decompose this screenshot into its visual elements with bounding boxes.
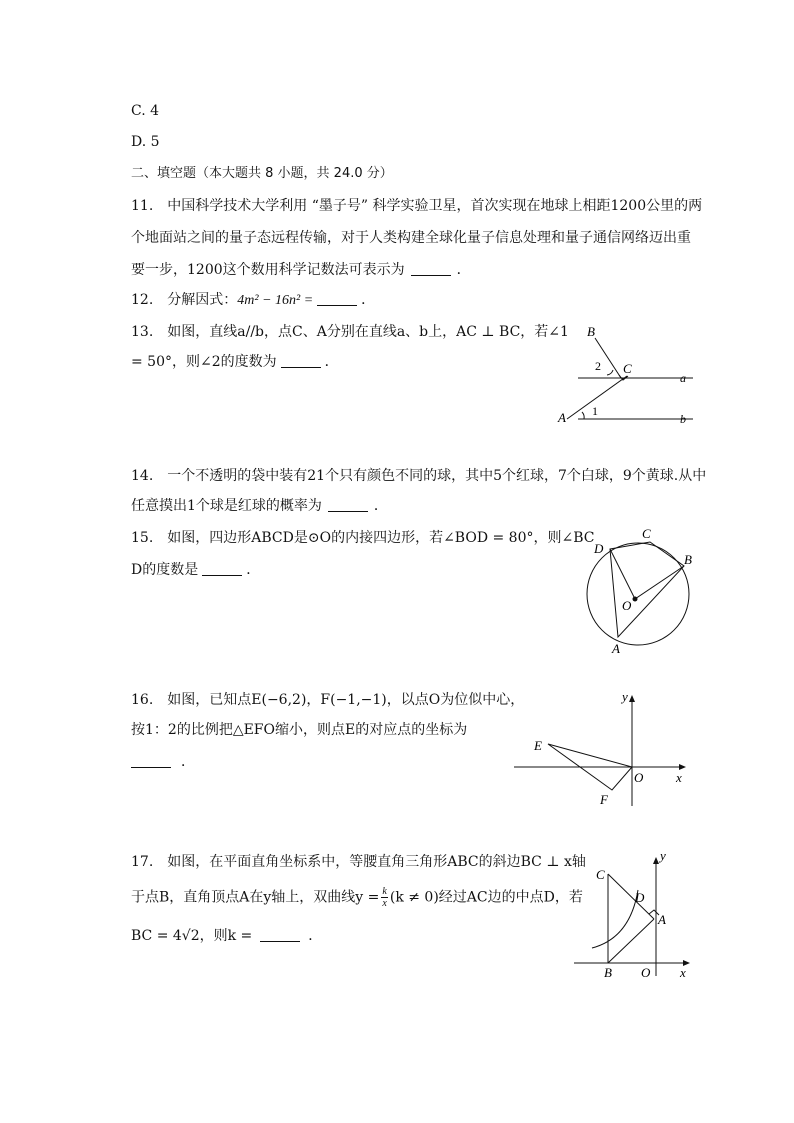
q17-line3 bbox=[131, 926, 322, 946]
q17-line2-post: (k ≠ 0)经过AC边的中点D，若 bbox=[389, 889, 583, 906]
label-O: O bbox=[622, 598, 632, 613]
answer-blank[interactable] bbox=[131, 753, 171, 768]
q14-line2-post: ． bbox=[373, 498, 388, 514]
label-C: C bbox=[623, 361, 632, 376]
q17-line3-pre: BC = 4√2，则k = bbox=[131, 928, 253, 944]
label-D: D bbox=[635, 890, 645, 905]
q12-line bbox=[131, 290, 375, 311]
q14-line2-pre: 任意摸出1个球是红球的概率为 bbox=[131, 498, 322, 514]
q13-line2-post: ． bbox=[324, 354, 339, 370]
q16-line1: 16. 如图，已知点E(−6,2)，F(−1,−1)，以点O为位似中心， bbox=[131, 692, 525, 708]
q17-figure bbox=[570, 850, 695, 982]
angle-1-arc bbox=[582, 412, 584, 419]
label-A: A bbox=[558, 410, 566, 425]
label-F: F bbox=[600, 792, 608, 807]
y-axis-arrow bbox=[653, 857, 659, 864]
option-c: C. 4 bbox=[131, 103, 160, 119]
q16-figure bbox=[512, 686, 692, 810]
q15-line2-post: ． bbox=[246, 562, 261, 578]
segment-ca bbox=[608, 874, 654, 919]
q12-post: ． bbox=[361, 292, 376, 308]
q12-pre: 12. 分解因式： bbox=[131, 292, 238, 308]
answer-blank[interactable] bbox=[411, 261, 451, 276]
q13-figure bbox=[555, 318, 705, 430]
label-E: E bbox=[534, 738, 542, 753]
angle-2-arc bbox=[607, 370, 613, 375]
q12-expr: 4m² − 16n² = bbox=[237, 293, 314, 308]
label-B: B bbox=[684, 552, 692, 567]
q15-line1: 15. 如图，四边形ABCD是⊙O的内接四边形，若∠BOD = 80°，则∠BC bbox=[131, 530, 595, 546]
q13-line2 bbox=[131, 352, 339, 372]
label-O: O bbox=[641, 965, 651, 980]
label-b: b bbox=[680, 412, 686, 426]
q15-figure bbox=[578, 522, 708, 662]
answer-blank[interactable] bbox=[328, 497, 368, 512]
q15-line2-pre: D的度数是 bbox=[131, 562, 199, 578]
q16-line3 bbox=[131, 752, 195, 772]
center-o-dot bbox=[633, 597, 638, 602]
q14-line1: 14. 一个不透明的袋中装有21个只有颜色不同的球，其中5个红球，7个白球，9个黄球.从中 bbox=[131, 468, 707, 484]
q11-line3-post: ． bbox=[456, 262, 471, 278]
answer-blank[interactable] bbox=[317, 291, 357, 306]
q13-line1: 13. 如图，直线a//b，点C、A分别在直线a、b上，AC ⊥ BC，若∠1 bbox=[131, 324, 569, 340]
segment-ab bbox=[608, 919, 654, 963]
q17-line2 bbox=[131, 886, 583, 909]
option-d: D. 5 bbox=[131, 134, 160, 150]
label-C: C bbox=[642, 526, 651, 541]
q11-line1: 11. 中国科学技术大学利用 “墨子号” 科学实验卫星，首次实现在地球上相距1200公里的两 bbox=[131, 198, 703, 214]
hyperbola-curve bbox=[592, 890, 638, 948]
q16-line3-post: ． bbox=[181, 754, 195, 770]
label-O: O bbox=[634, 770, 644, 785]
label-y: y bbox=[660, 850, 666, 863]
q17-line1: 17. 如图，在平面直角坐标系中，等腰直角三角形ABC的斜边BC ⊥ x轴 bbox=[131, 854, 586, 870]
label-B: B bbox=[604, 965, 612, 980]
fraction-numerator: k bbox=[382, 886, 387, 897]
answer-blank[interactable] bbox=[202, 561, 242, 576]
segment-ob bbox=[635, 566, 684, 599]
q11-line2: 个地面站之间的量子态远程传输，对于人类构建全球化量子信息处理和量子通信网络迈出重 bbox=[131, 230, 691, 246]
label-B: B bbox=[587, 324, 595, 339]
y-axis-arrow bbox=[629, 695, 635, 702]
q17-line2-pre: 于点B，直角顶点A在y轴上，双曲线y = bbox=[131, 889, 380, 906]
label-2: 2 bbox=[595, 359, 601, 373]
fraction-denominator: x bbox=[382, 898, 387, 909]
label-x: x bbox=[680, 965, 686, 980]
label-A: A bbox=[658, 912, 666, 927]
q16-line2: 按1：2的比例把△EFO缩小，则点E的对应点的坐标为 bbox=[131, 722, 468, 738]
q13-line2-pre: = 50°，则∠2的度数为 bbox=[131, 354, 277, 370]
answer-blank[interactable] bbox=[260, 927, 300, 942]
section-title: 二、填空题（本大题共 8 小题，共 24.0 分） bbox=[131, 166, 393, 181]
label-A: A bbox=[612, 641, 620, 656]
q14-line2 bbox=[131, 496, 388, 516]
label-C: C bbox=[596, 867, 605, 882]
label-a: a bbox=[680, 371, 686, 385]
label-D: D bbox=[594, 541, 604, 556]
label-y: y bbox=[622, 689, 628, 704]
q15-line2 bbox=[131, 560, 260, 580]
q11-line3 bbox=[131, 260, 471, 280]
q11-line3-pre: 要一步，1200这个数用科学记数法可表示为 bbox=[131, 262, 405, 278]
q17-line3-post: ． bbox=[308, 928, 323, 944]
answer-blank[interactable] bbox=[281, 353, 321, 368]
label-x: x bbox=[676, 770, 682, 785]
label-1: 1 bbox=[592, 404, 598, 418]
fraction-k-over-x bbox=[381, 886, 387, 909]
